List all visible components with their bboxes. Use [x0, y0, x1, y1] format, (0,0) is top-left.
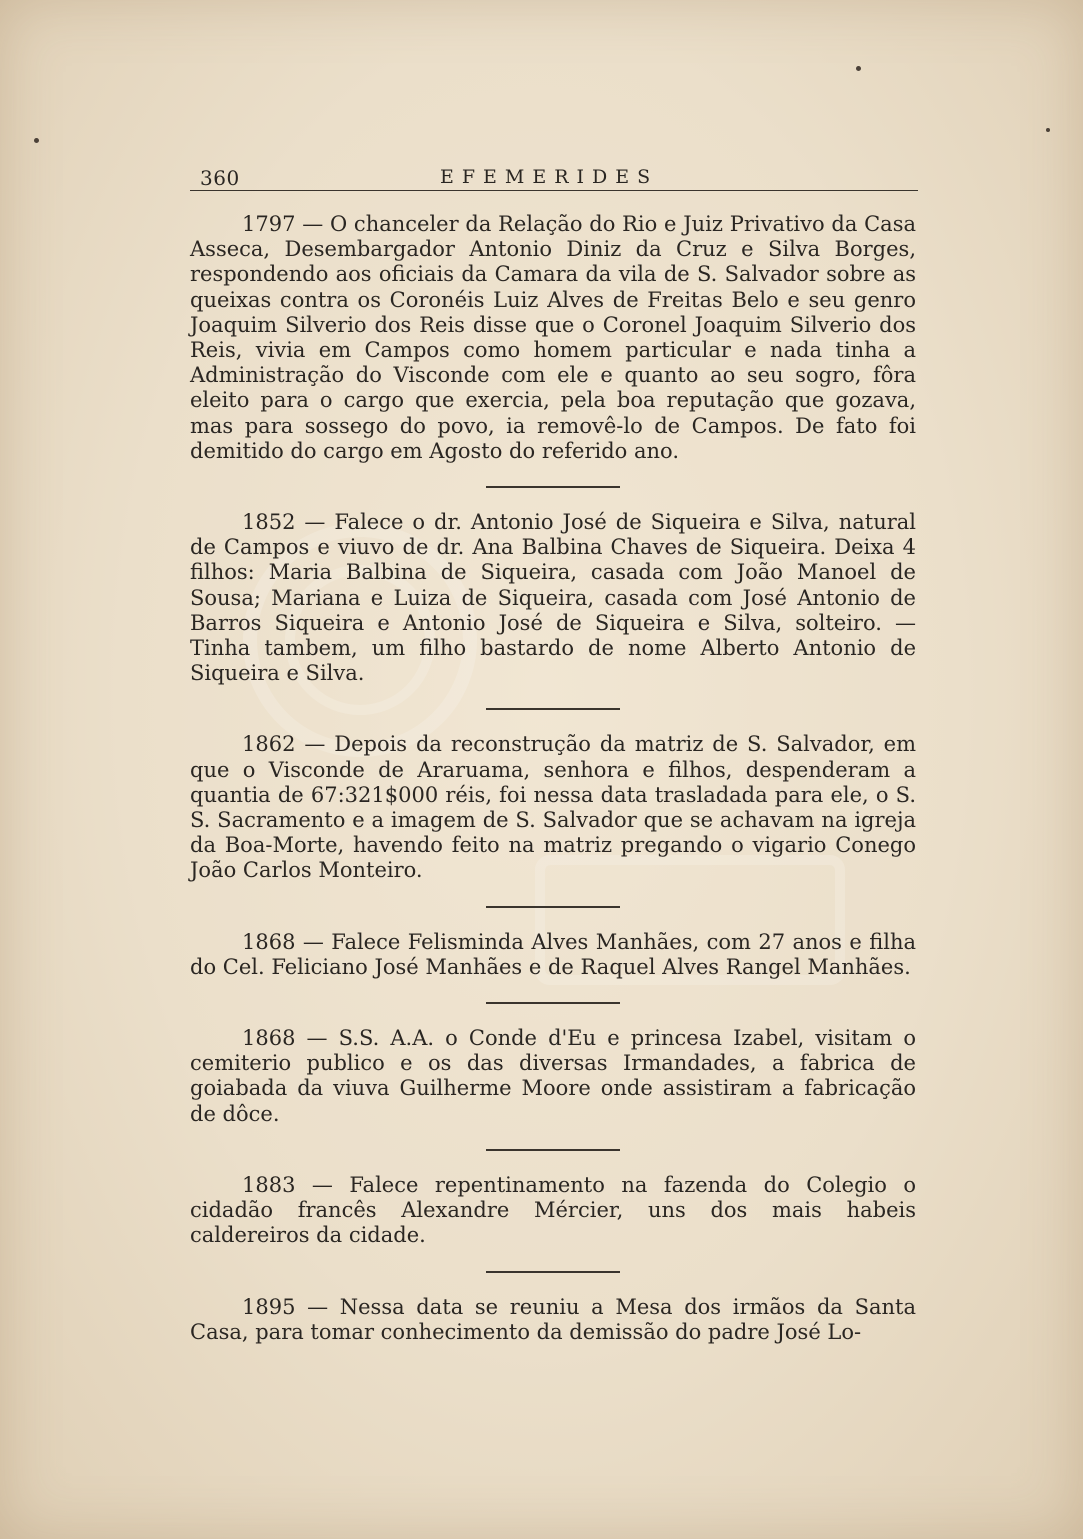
entry-1868-a — [190, 930, 916, 980]
entry-text: 1883 — Falece repentinamento na fazenda do Colegio o cidadão francês Alexandre Mércier, uns dos mais habeis caldereiros da cidade. — [190, 1172, 916, 1248]
entry-text: 1895 — Nessa data se reuniu a Mesa dos irmãos da Santa Casa, para tomar conhecimento da demissão do padre José Lo- — [190, 1294, 916, 1344]
entry-text: 1797 — O chanceler da Relação do Rio e Juiz Privativo da Casa Asseca, Desembargador Antonio Diniz da Cruz e Silva Borges, respondendo aos oficiais da Camara da vila de S. Salvador sobre as queixas contra os Coronéis Luiz Alves de Freitas Belo e seu genro Joaquim Silverio dos Reis disse que o Coronel Joaquim Silverio dos Reis, vivia em Campos como homem particular e nada tinha a Administração do Visconde com ele e quanto ao seu sogro, fôra eleito para o cargo que exercia, pela boa reputação que gozava, mas para sossego do povo, ia removê-lo de Campos. De fato foi demitido do cargo em Agosto do referido ano. — [190, 212, 916, 463]
page-number: 360 — [200, 166, 240, 190]
entry-separator — [486, 486, 620, 488]
page-content — [190, 212, 916, 1345]
running-title: EFEMERIDES — [440, 166, 659, 188]
entry-separator — [486, 1002, 620, 1004]
entry-1868-b — [190, 1026, 916, 1127]
entry-separator — [486, 708, 620, 710]
paper-speck — [34, 138, 39, 143]
entry-separator — [486, 906, 620, 908]
entry-separator — [486, 1149, 620, 1151]
entry-1852 — [190, 510, 916, 686]
entry-text: 1868 — S.S. A.A. o Conde d'Eu e princesa Izabel, visitam o cemiterio publico e os das diversas Irmandades, a fabrica de goiabada da viuva Guilherme Moore onde assistiram a fabricação de dôce. — [190, 1026, 916, 1126]
entry-text: 1868 — Falece Felisminda Alves Manhães, com 27 anos e filha do Cel. Feliciano José Manhães e de Raquel Alves Rangel Manhães. — [190, 929, 916, 979]
header-rule — [190, 190, 918, 191]
entry-text: 1852 — Falece o dr. Antonio José de Siqueira e Silva, natural de Campos e viuvo de dr. Ana Balbina Chaves de Siqueira. Deixa 4 filhos: Maria Balbina de Siqueira, casada com João Manoel de Sousa; Mariana e Luiza de Siqueira, casada com José Antonio de Barros Siqueira e Antonio José de Siqueira e Silva, solteiro. — Tinha tambem, um filho bastardo de nome Alberto Antonio de Siqueira e Silva. — [190, 510, 916, 686]
entry-1797 — [190, 212, 916, 464]
paper-speck — [1046, 128, 1050, 132]
entry-1895 — [190, 1295, 916, 1345]
page-header — [190, 162, 920, 194]
entry-text: 1862 — Depois da reconstrução da matriz de S. Salvador, em que o Visconde de Araruama, senhora e filhos, despenderam a quantia de 67:321$000 réis, foi nessa data trasladada para ele, o S. S. Sacramento e a imagem de S. Salvador que se achavam na igreja da Boa-Morte, havendo feito na matriz pregando o vigario Conego João Carlos Monteiro. — [190, 732, 916, 883]
paper-speck — [856, 66, 861, 71]
entry-1883 — [190, 1173, 916, 1249]
entry-separator — [486, 1271, 620, 1273]
entry-1862 — [190, 732, 916, 883]
